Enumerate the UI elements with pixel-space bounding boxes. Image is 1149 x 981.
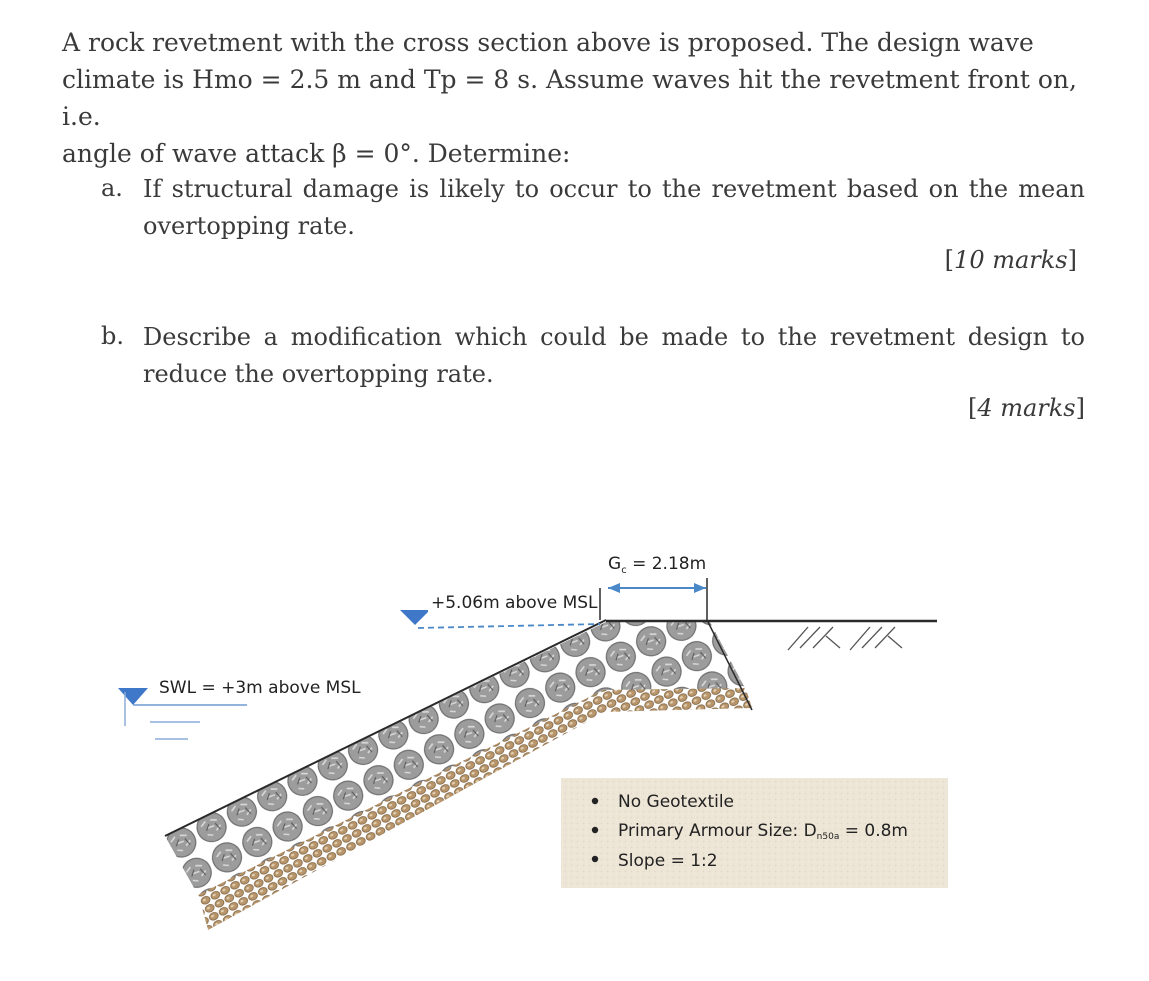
dimension-arrow-right-icon xyxy=(694,583,706,593)
note-bullet-icon xyxy=(592,856,598,862)
swl-label: SWL = +3m above MSL xyxy=(159,678,361,698)
ground-hatch xyxy=(788,627,902,650)
question-a-line-2: overtopping rate. xyxy=(143,212,355,240)
note-bullet-icon xyxy=(592,798,598,804)
crest-level-label: +5.06m above MSL xyxy=(431,593,598,613)
question-b-label: b. xyxy=(101,322,124,350)
crest-freeboard-label: $G_c = 2.18m$ xyxy=(608,554,707,576)
question-b-line-2: reduce the overtopping rate. xyxy=(143,360,494,388)
question-b-line-1: Describe a modification which could be made to the revetment design to xyxy=(143,323,1085,351)
crest-level-marker-icon xyxy=(400,610,430,625)
question-b-marks-text: 4 marks xyxy=(977,394,1076,422)
question-a-marks: [10 marks] xyxy=(944,246,1077,274)
question-a-marks-text: 10 marks xyxy=(954,246,1068,274)
note-armour-size: Primary Armour Size: Dn50a = 0.8m xyxy=(618,821,908,842)
question-a-line-1: If structural damage is likely to occur to the revetment based on the mean xyxy=(143,175,1085,203)
question-b-marks: [4 marks] xyxy=(967,394,1085,422)
question-a-label: a. xyxy=(101,174,123,202)
intro-line-2: climate is Hmo = 2.5 m and Tp = 8 s. Assume waves hit the revetment front on, i.e. xyxy=(62,65,1077,131)
dimension-arrow-left-icon xyxy=(608,583,620,593)
intro-line-3: angle of wave attack β = 0°. Determine: xyxy=(62,139,571,168)
note-geotextile: No Geotextile xyxy=(618,792,735,812)
intro-line-1: A rock revetment with the cross section above is proposed. The design wave xyxy=(62,28,1034,57)
crest-level-dashed-line xyxy=(418,624,600,628)
note-slope: Slope = 1:2 xyxy=(618,851,718,871)
swl-marker-icon xyxy=(118,688,148,705)
note-bullet-icon xyxy=(592,827,598,833)
